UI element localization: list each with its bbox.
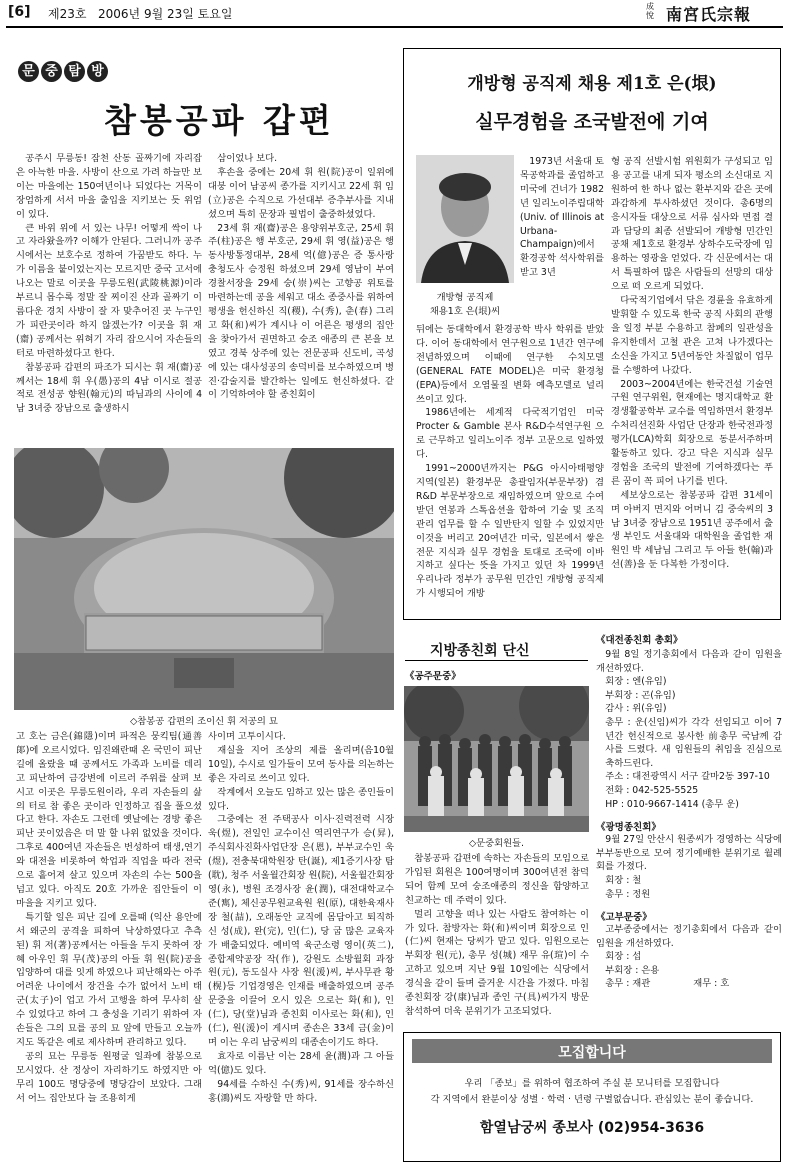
gongju-tag: 《공주문중》 <box>405 671 461 682</box>
paragraph: 94세를 수하신 수(秀)씨, 91세를 장수하신 홍(鴻)씨도 자랑할 만 하다. <box>208 1078 394 1104</box>
group-illustration <box>404 686 589 832</box>
group-photo-caption: ◇문중회원들. <box>468 838 524 849</box>
paragraph: 특기할 일은 피난 길에 오를때 (익산 용안에서 왜군의 공격을 피하여 낙상하였다고 추측된) 휘 저(著)공께서는 아들을 두지 못하여 장혜 아우인 휘 무(茂)공의 아들 휘 원(院)공을 입양하여 대를 잇게 하였으나 피난해와는 아주 어려운 나이에서 장건을 수가 없어서 노비 태군(太子)이 업고 가서 고행을 하여 무사히 살 수 있었다고 하여 그 충성을 기리기 위하여 자손들은 그의 묘를 공의 묘 앞에 만들고 오늘까지도 똑같은 예로 제사하며 관리하고 있다. <box>16 911 202 1048</box>
local-news-title: 지방종친회 단신 <box>430 643 530 659</box>
visit-bottom-col-2 <box>208 730 394 1162</box>
visit-col-1 <box>16 152 202 442</box>
daejeon-text: 총무 : 운(신임)씨가 각각 선임되고 이어 7년간 헌신적으로 봉사한 前총무 국남께 감사를 드렸다. 새 임원들의 취임을 진심으로 축하드린다. <box>605 716 782 769</box>
paragraph: 고 호는 금은(錦隱)이며 파적은 뭉킥팀(通善郞)에 오르시었다. 임진왜란때 온 국민이 피난 길에 올랐을 때 공께서도 가족과 노비를 데리고 피난하여 금강변에 이르러 주위를 살펴 보시고 이곳은 무릉도원이라, 우리 자손들의 삶의 터로 참 좋은 곳이라 인정하고 집을 풀으셨다고 한다. 자손도 그런데 옛날에는 경방 좋은 피난 곳이었음은 더 말 할 나위 없었을 것이다. 그후로 400여년 자손들은 번성하여 태생,연기와 대전을 비롯하여 학업과 직업을 따라 전국으로 흩어져 살고 있으며 자손의 수는 500을 넘고 있다. 아직도 20호 가까운 집안들이 이 마을을 지키고 있다. <box>16 731 202 909</box>
paragraph: 23세 휘 재(齋)공은 용양위부호군, 25세 휘 주(柱)공은 행 부호군, 29세 휘 영(益)공은 행 동사방통정대부, 28세 억(億)공은 증 통사랑 충청도사 승정원 하셨으며 29세 영남이 부여경찰서장을 29세 숭(崇)씨는 고향공 위토를 마련하는데 공을 세워고 대소 종중사를 위하여 평생을 헌신하신 직(稷), 수(秀), 춘(春) 그리고 화(和)씨가 계시나 이 어른은 평생의 집안을 찾아가서 권면하고 숭조 애종의 큰 본을 보였고 경북 상주에 있는 전문공파 신도비, 곡성에 있는 대사성공의 송덕비를 보수하였으며 병진·감술지를 발간하는 일에도 헌신하셨다. 같이 기억하여야 할 종친회이 <box>208 222 394 401</box>
gwangmyeong-tag: 《광명종친회》 <box>596 822 661 834</box>
tomb-photo <box>14 448 394 710</box>
paragraph: 공의 묘는 무릉동 원평굴 일좌에 참봉으로 모시었다. 산 정상이 자리하기도 하였지만 아무리 100도 명당중에 명당감이 보았다. 그래서 어느 집안보다 늘 조용히게 <box>16 1050 202 1104</box>
visit-col-2 <box>208 152 394 442</box>
profile-col-1-top <box>520 155 604 323</box>
paragraph: 1986년에는 세계적 다국적기업인 미국 Procter & Gamble 본사 R&D수석연구원 으로 근무하고 일리노이주 정부 고문으로 일하였다. <box>416 407 604 461</box>
profile-photo-caption-2: 채용1호 은(垠)씨 <box>429 306 501 317</box>
paragraph: 참봉공파 갑편의 파조가 되시는 휘 재(齋)공께서는 18세 휘 우(愚)공의 4남 이시로 절공적로 전성공 향원(翰元)의 따님과의 사이에 4남 3녀중 장남으로 출생하시 <box>16 361 202 415</box>
daejeon-officer: 회장 : 엔(유임) <box>605 676 667 688</box>
daejeon-tag: 《대전종친회 총회》 <box>596 635 683 646</box>
recruit-line-1: 우리 「종보」를 위하여 협조하여 주실 분 모니터를 모집합니다 <box>464 1078 720 1089</box>
profile-title-2: 실무경험을 조국발전에 기여 <box>475 111 709 133</box>
gwangmyeong-officer: 총무 : 정원 <box>605 888 651 900</box>
paragraph: 참봉공파 갑편에 속하는 자손들의 모임으로 가입된 회원은 100여명이며 300여년전 참덕되어 함께 모여 숭조애종의 정신을 함양하고 친교하는 데 주력이 있다. <box>405 853 589 906</box>
recruit-contact: 함열남궁씨 종보사 (02)954-3636 <box>479 1120 705 1136</box>
visit-bottom-col-1 <box>16 730 202 1162</box>
gobu-officer: 부회장 : 은용 <box>605 964 660 976</box>
paragraph: 뒤에는 동대학에서 환경공학 박사 학위를 받았다. 이어 동대학에서 연구원으로 1년간 연구에 전념하였으며 이때에 연구한 수치모델(GENERAL FATE MODEL)은 미국 환경청(EPA)등에서 오염물질 변화 예측모델로 널리 쓰이고 있다. <box>416 324 604 405</box>
badge-1: 문 <box>18 61 39 82</box>
local-right-column <box>596 632 782 1028</box>
daejeon-intro: 9월 8일 정기총회에서 다음과 같이 임원을 개선하였다. <box>596 649 782 674</box>
paragraph: 후손을 중에는 20세 휘 원(院)공이 일위에 대붕 이어 남공씨 종가를 지키시고 22세 휘 임(立)공은 수직으로 가선대부 증추부사를 지내셨으며 특히 문장과 필법이 출중하셨었다. <box>208 166 394 220</box>
paragraph: 1973년 서울대 토목공학과를 졸업하고 미국에 건너가 1982년 일리노이주립대학(Univ. of Illinois at Urbana-Champaign)에서 환경공학 석사학위를 받고 3년 <box>520 156 604 279</box>
recruit-box <box>403 1032 781 1162</box>
gwangmyeong-text: 9월 27일 안산시 원종씨가 경영하는 식당에 부부동반으로 모여 정기예배한 분위기로 월례회를 가졌다. <box>596 834 782 873</box>
gongju-text <box>405 852 589 1030</box>
group-photo <box>404 686 589 832</box>
gobu-officer: 총무 : 재관 <box>605 978 651 990</box>
badge-2: 중 <box>41 61 62 82</box>
recruit-title: 모집합니다 <box>558 1045 626 1061</box>
local-title-rule <box>405 660 588 661</box>
gobu-tag: 《고부문중》 <box>596 912 652 924</box>
profile-col-2 <box>611 155 773 615</box>
paragraph: 삼이었나 보다. <box>217 153 278 164</box>
profile-box <box>403 48 781 620</box>
daejeon-officer: 부회장 : 곤(유임) <box>605 689 676 701</box>
profile-title-1: 개방형 공직제 채용 제1호 은(垠) <box>467 74 717 94</box>
header-rule <box>6 26 783 28</box>
tomb-illustration <box>14 448 394 710</box>
gobu-finance: 재무 : 호 <box>693 978 730 990</box>
issue-number: 제23호 <box>48 7 87 21</box>
profile-photo-caption-1: 개방형 공직제 <box>436 292 494 303</box>
header-seal: 成悅 <box>646 2 654 20</box>
badge-4: 방 <box>87 61 108 82</box>
paragraph: 그중에는 전 주택공사 이사·진력전력 시장 욱(煜), 전일인 교수이신 역리연구가 승(昇), 주식회사진화사업단장 은(恩), 부부교수인 욱(煜), 전충북대학원장 탄(誕), 제1증기사장 탐(耽), 청주 서울월간회장 원(院), 서울월간회장 영(永), 병원 조경사장 윤(潤), 대전대학교수 준(寯), 체신공무원교육원 원(原), 대한육재사장 철(喆), 오래동안 교직에 몸담아고 퇴직하신 성(成), 완(完), 인(仁), 당 굽 많은 교육자가 배출되었다. 예비역 육군소령 영이(英二), 종합제약공장 작(作), 강원도 소방월회 과장 원(元), 동도실사 사장 원(湲)씨, 부사무관 황(榥)등 기업경영은 인재를 배출하였으며 공주문중을 이끌어 오시 있은 으로는 화(和), 인(仁), 당(堂)님과 종친회 이사로는 화(和), 인(仁), 원(湲)이 게시며 종손은 33세 금(金)이며 이는 우리 남궁씨의 대종손이기도 하다. <box>208 814 394 1048</box>
gwangmyeong-officer: 회장 : 철 <box>605 874 642 886</box>
paragraph: 공주시 무릉동! 잠천 산동 골짜기에 자리잡은 아늑한 마을. 사방이 산으로 가려 하늘만 보이는 마을에는 150여년이나 되었다는 거목이 장엄하게 서서 마을 출입을 지키보는 듯 위엄이 있다. <box>16 153 202 220</box>
badge-3: 탐 <box>64 61 85 82</box>
paragraph: 형 공직 선발시험 위원회가 구성되고 임용 공고를 내게 되자 평소의 소신대로 지원하여 한 하나 없는 환부지와 같은 곳에 과감하게 투사하셨던 것이다. 총6명의 응시자들 대상으로 서류 심사와 면접 결과 담당의 최종 선발되어 개방형 민간인공채 제1호로 환경부 상하수도국장에 임용하는 영광을 얻었다. 각 신문에서는 대서 특필하여 많은 사람들의 선망의 대상으로 떠 오르게 되었다. <box>611 156 773 293</box>
gobu-officer: 회장 : 섭 <box>605 951 642 963</box>
paragraph: 사이며 고투이시다. <box>208 731 286 742</box>
page-header <box>6 2 783 22</box>
paragraph: 재실을 지어 조상의 제를 올리며(음10월 10일), 수시로 일가들이 모여 동사를 의논하는 좋은 자리로 쓰이고 있다. <box>208 744 394 784</box>
tomb-photo-caption: ◇참봉공 갑편의 조이신 휘 저공의 묘 <box>130 716 278 727</box>
recruit-line-2: 각 지역에서 완분이상 성별 · 학력 · 년령 구별없습니다. 관심있는 분이 좋습니다. <box>430 1094 754 1105</box>
gobu-text: 고부종중에서는 정기총회에서 다음과 같이 임원을 개선하였다. <box>596 924 782 949</box>
gobu-officer-row <box>596 977 782 991</box>
daejeon-hp: HP : 010-9667-1414 (총무 운) <box>605 798 739 810</box>
issue-date: 2006년 9월 23일 토요일 <box>98 7 233 21</box>
portrait-illustration <box>416 155 514 283</box>
daejeon-address: 주소 : 대전광역시 서구 갈마2동 397-10 <box>605 771 770 783</box>
paragraph: 1991~2000년까지는 P&G 아시아태평양지역(일본) 환경부문 총괄임자(부문부장) 겸 R&D 부문부장으로 재임하였으며 앞으로 수여받던 연봉과 스톡옵션을 합하여 기술 및 조직관리 업무를 할 수 일반탄지 일할 수 있었지만 이것을 버리고 20여년간 미국, 일본에서 쌓은 전문 지식과 실무 경험을 토대로 조국에 이바지하고 싶다는 뜻을 가지고 있던 차 1999년 우리나라 정부가 공무원 민간인 개방형 공직제가 시행되어 개방 <box>416 463 604 600</box>
daejeon-phone: 전화 : 042-525-5525 <box>605 784 699 796</box>
daejeon-officer: 감사 : 위(유임) <box>605 703 667 715</box>
visit-title: 참봉공파 갑편 <box>104 101 335 140</box>
paragraph: 효자로 이름난 이는 28세 윤(潤)과 그 아들 억(億)도 있다. <box>208 1050 394 1076</box>
paragraph: 세보상으로는 참봉공파 갑편 31세이며 아버지 면지와 어머니 김 중숙씨의 3남 3녀중 장남으로 1951년 공주에서 출생 부인도 서울대와 대학원을 졸업한 재원인 박 세남님 그리고 두 아들 한(翰)과 선(善)을 둔 다복한 가정이다. <box>611 489 773 571</box>
profile-col-1 <box>416 323 604 615</box>
paragraph: 작계에서 오늘도 임하고 있는 많은 종인들이 있다. <box>208 786 394 812</box>
paragraph: 2003~2004년에는 한국건설 기술연구원 연구위원, 현재에는 명지대학교 환경생활공학부 교수를 역임하면서 환경부 수처리선진화 사업단 단장과 한국전과정 평가(LCA)학회 회장으로 동분서주하며 활동하고 있다. 강고 닥은 지식과 실무 경험을 조국의 발전에 기여하겠다는 푸른 꿈이 꼭 피어 나기를 빈다. <box>611 378 773 487</box>
paper-name: 南宮氏宗報 <box>666 5 752 24</box>
page-number: [6] <box>8 4 31 20</box>
paragraph: 다국적기업에서 닦은 경륜을 유효하게 발휘할 수 있도록 한국 공직 사회의 관행을 일정 부분 수용하고 참폐의 일관성을 유지한데서 고철 관은 고쳐 나가겠다는 소신을 가지고 5년여동안 차질없이 업무를 수행하여 나갔다. <box>611 295 773 376</box>
paragraph: 큰 바위 위에 서 있는 나무! 어떻게 싹이 나고 자라왔을까? 이해가 안된다. 그러니까 공주시에서는 보호수로 정하여 가꿈받도 하다. 누가 이름을 붙이었는지는 모르지만 중국 고서에 나오는 말로 이곳을 무릉도원(武陵桃源)이라 부르니 몹수록 정말 잘 찌이진 산과 골짜기 이름다운 경치 사방이 잘 자 맞추어진 곳 누구인가 피란곳이라 하지 않겠는가? 이곳을 휘 재(齋) 공께서는 위혀기 자리 잡으시어 자손들의 터로 마련하셨다고 한다. <box>16 222 202 359</box>
section-badges <box>18 60 110 82</box>
profile-photo <box>416 155 514 283</box>
paragraph: 멀리 고향을 떠나 있는 사람도 참여하는 이가 있다. 참방자는 화(和)씨이며 회장으로 인(仁)씨 현재는 당씨가 맡고 있다. 임원으로는 부회장 원(元), 총무 성(城) 재무 유(瑄)이 수고하고 있으며 지난 9월 10일에는 식당에서 경식을 같이 들며 즐거운 시간을 가졌다. 마침 종친회장 강(康)님과 종인 구(具)씨가지 방문 참석하여 더욱 분위기가 고조되었다. <box>405 908 589 1017</box>
